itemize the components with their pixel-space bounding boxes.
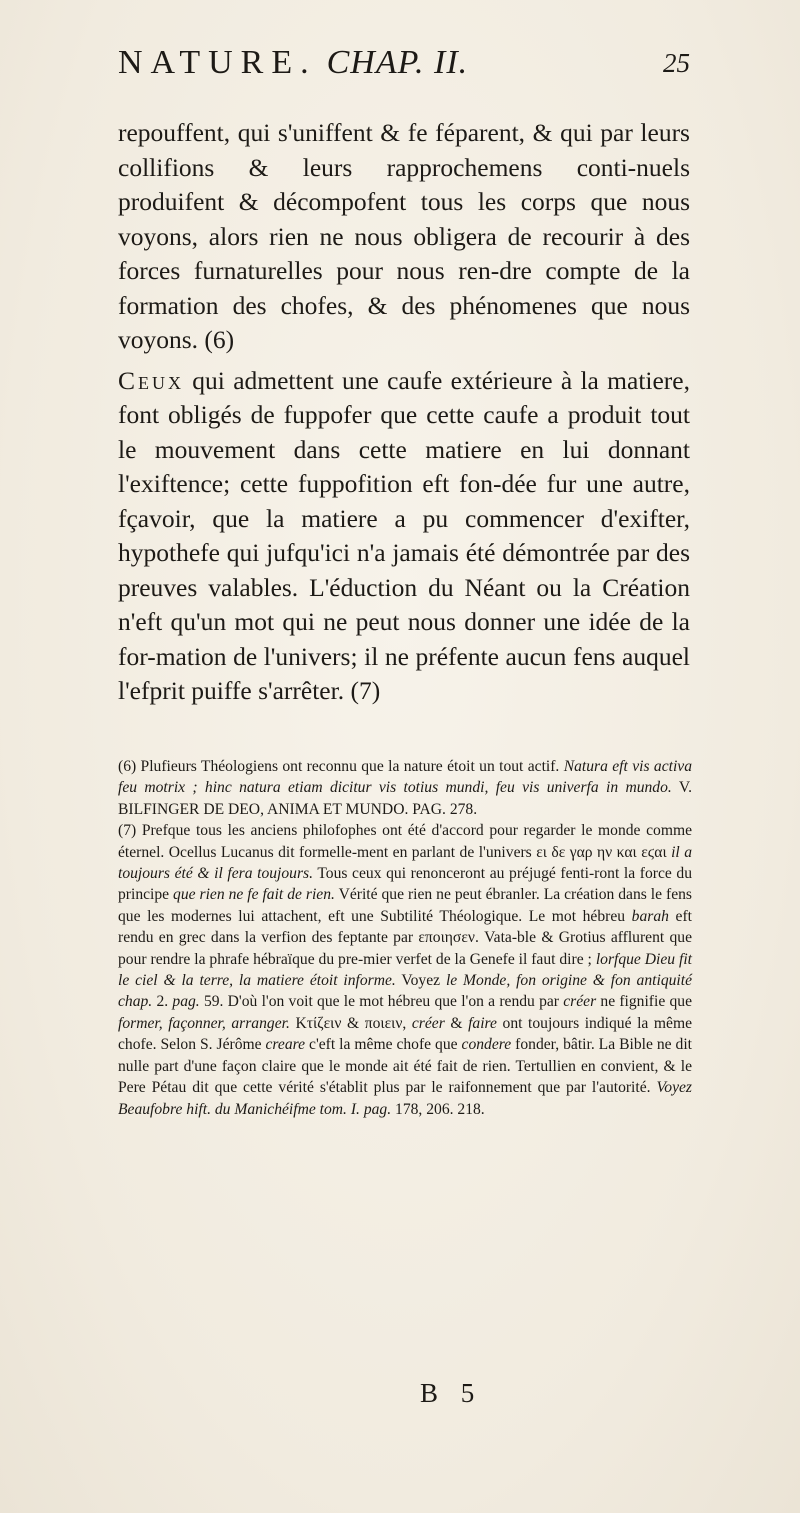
chapter-label: CHAP. II. <box>326 44 469 81</box>
page-header <box>118 44 688 94</box>
footnote-7: (7) Prefque tous les anciens philofophes ont été d'accord pour regarder le monde comme éternel. Ocellus Lucanus dit formelle-ment en parlant de l'univers ει δε γαρ ην και εϛαι il a toujours été & il fera toujours. Tous ceux qui renonceront au préjugé fenti-ront la force du principe que rien ne fe fait de rien. Vérité que rien ne peut ébranler. La création dans le fens que les modernes lui attachent, eft une Subtilité Théologique. Le mot hébreu barah eft rendu en grec dans la verfion des feptante par εποιησεν. Vata-ble & Grotius afflurent que pour rendre la phrafe hébraïque du pre-mier verfet de la Genefe il faut dire ; lorfque Dieu fit le ciel & la terre, la matiere étoit informe. Voyez le Monde, fon origine & fon antiquité chap. 2. pag. 59. D'où l'on voit que le mot hébreu que l'on a rendu par créer ne fignifie que former, façonner, arranger. Κτίζειν & ποιειν, créer & faire ont toujours indiqué la même chofe. Selon S. Jérôme creare c'eft la même chofe que condere fonder, bâtir. La Bible ne dit nulle part d'une façon claire que le monde ait été fait de rien. Tertullien en convient, & le Pere Pétau dit que cette vérité s'établit plus par le raifonnement que par l'autorité. Voyez Beaufobre hift. du Manichéifme tom. I. pag. 178, 206. 218. <box>118 822 693 1118</box>
paragraph-2-lead: Ceux <box>118 365 185 395</box>
signature-mark: B 5 <box>420 1378 483 1408</box>
footnote-6: (6) Plufieurs Théologiens ont reconnu que la nature étoit un tout actif. Natura eft vis activa feu motrix ; hinc natura etiam dicitur vis totius mundi, feu vis univerfa in mundo. V. BILFINGER DE DEO, ANIMA ET MUNDO. PAG. 278. <box>118 758 692 818</box>
running-title: NATURE. CHAP. II. <box>118 44 469 81</box>
footnotes <box>118 756 692 1120</box>
paragraph-2 <box>118 364 690 709</box>
page-number: 25 <box>663 48 690 78</box>
paragraph-1: repouffent, qui s'uniffent & fe féparent, & qui par leurs collifions & leurs rapprochemens conti-nuels produifent & décompofent tous les corps que nous voyons, alors rien ne nous obligera de recourir à des forces furnaturelles pour nous ren-dre compte de la formation des chofes, & des phénomenes que nous voyons. (6) <box>118 118 690 354</box>
main-text <box>118 116 690 715</box>
paragraph-2-text: qui admettent une caufe extérieure à la matiere, font obligés de fuppofer que cette caufe a produit tout le mouvement dans cette matiere en lui donnant l'exiftence; cette fuppofition eft fon-dée fur une autre, fçavoir, que la matiere a pu commencer d'exifter, hypothefe qui jufqu'ici n'a jamais été démontrée par des preuves valables. L'éduction du Néant ou la Création n'eft qu'un mot qui ne peut nous donner une idée de la for-mation de l'univers; il ne préfente aucun fens auquel l'efprit puiffe s'arrêter. (7) <box>118 365 690 705</box>
